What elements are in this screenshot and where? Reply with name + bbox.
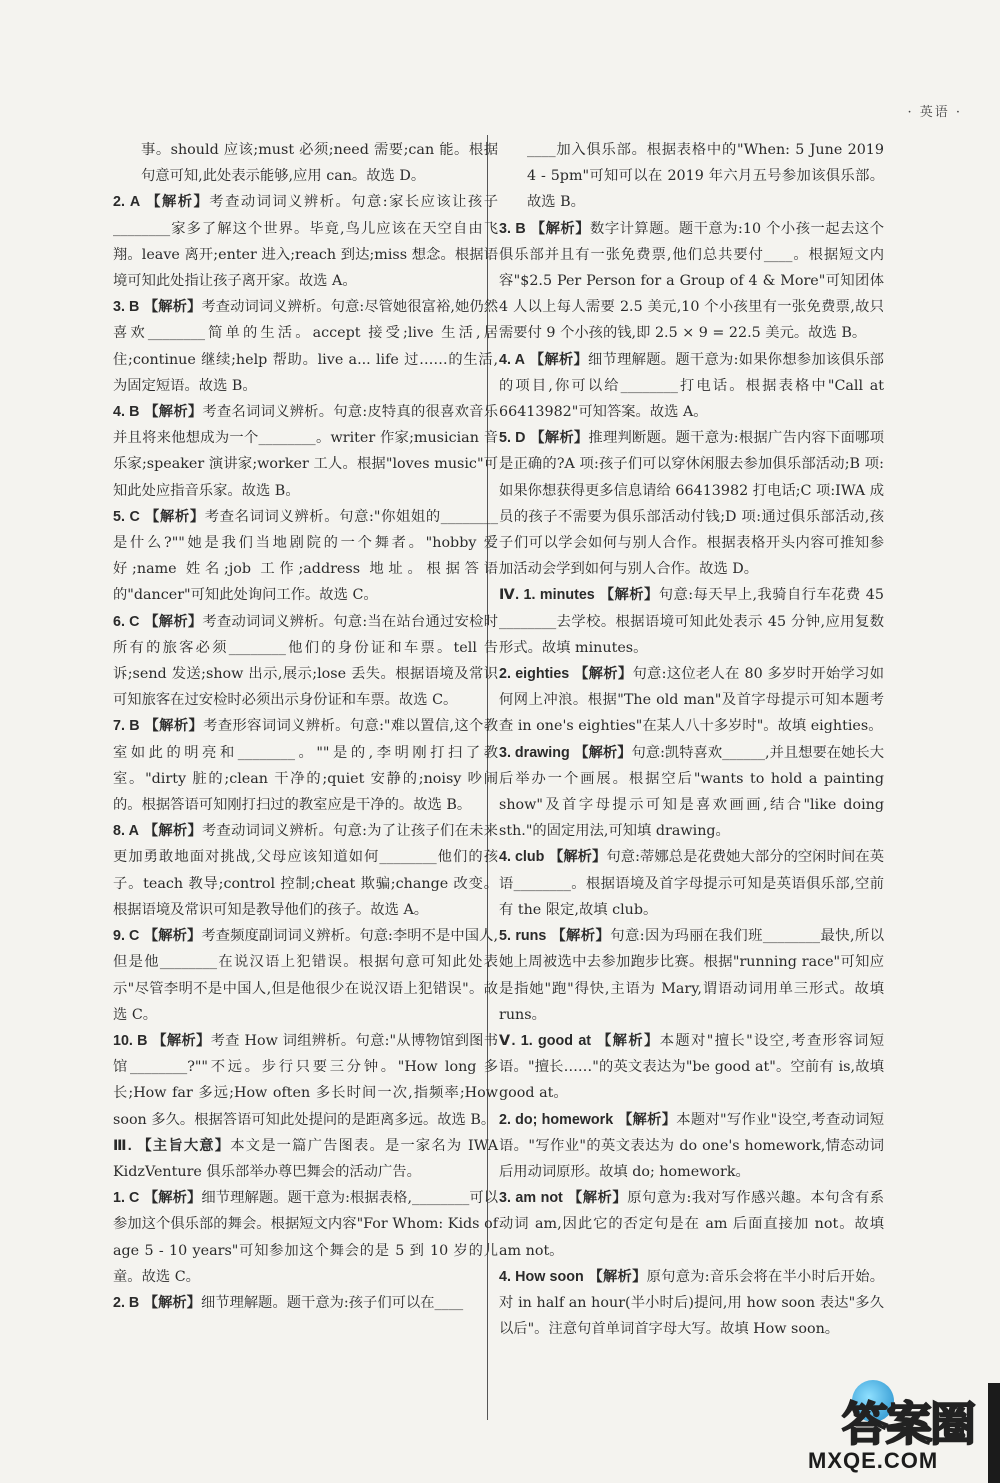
answer-text: 推理判断题。题干意为:根据广告内容下面哪项是正确的?A 项:孩子们可以穿休闲服去参加俱乐部活动;B 项:如果你想获得更多信息请给 66413982 打电话;C 项:IWA 成员的孩子不需要为俱乐部活动付钱;D 项:通过俱乐部活动,孩子们可以学会如何与别人合作。根据表格开头内容可推知参加活动会学到如何与别人合作。故选 D。 xyxy=(499,430,884,578)
analysis-tag: 【解析】 xyxy=(145,508,205,525)
answer-item xyxy=(499,347,884,426)
answer-item xyxy=(113,294,498,399)
analysis-tag: 【解析】 xyxy=(548,849,607,866)
analysis-tag: 【解析】 xyxy=(588,1268,647,1285)
analysis-tag: 【解析】 xyxy=(143,1294,201,1311)
answer-item xyxy=(113,137,498,189)
analysis-tag: 【解析】 xyxy=(146,194,210,211)
analysis-tag: 【解析】 xyxy=(567,1190,628,1207)
analysis-tag: 【解析】 xyxy=(551,928,611,945)
answer-text: 考查动词词义辨析。句意:家长应该让孩子________家多了解这个世界。毕竟,鸟儿应该在天空自由飞翔。leave 离开;enter 进入;reach 到达;miss 想念。根据语境可知此处指让孩子离开家。故选 A。 xyxy=(113,194,498,290)
answer-text: 句意:因为玛丽在我们班________最快,所以她上周被选中去参加跑步比赛。根据"running race"可知应是指她"跑"得快,主语为 Mary,谓语动词用单三形式。故填 runs。 xyxy=(499,928,884,1023)
answer-text: 考查形容词词义辨析。句意:"难以置信,这个教室如此的明亮和________。""是的,李明刚打扫了教室。"dirty 脏的;clean 干净的;quiet 安静的;noisy 吵闹的。根据答语可知刚打扫过的教室应是干净的。故选 B。 xyxy=(113,718,499,814)
answer-number: 8. A xyxy=(113,823,139,840)
answer-text: 原句意为:我对写作感兴趣。本句含有系动词 am,因此它的否定句是在 am 后面直接加 not。故填 am not。 xyxy=(499,1190,884,1259)
answer-number: 4. How soon xyxy=(499,1268,584,1285)
answer-item xyxy=(113,1133,498,1185)
answer-number: 3. drawing xyxy=(499,744,570,761)
answer-number: Ⅲ. xyxy=(113,1137,132,1154)
answer-text: 本题对"写作业"设空,考查动词短语。"写作业"的英文表达为 do one's homework,情态动词后用动词原形。故填 do; homework。 xyxy=(499,1111,885,1180)
analysis-tag: 【解析】 xyxy=(617,1111,677,1128)
answer-number: Ⅳ. 1. minutes xyxy=(499,587,595,604)
answer-item xyxy=(113,609,498,714)
answer-text: 句意:蒂娜总是花费她大部分的空闲时间在英语________。根据语境及首字母提示可知是英语俱乐部,空前有 the 限定,故填 club。 xyxy=(499,849,885,918)
answer-item xyxy=(113,713,498,818)
analysis-tag: 【解析】 xyxy=(143,928,202,945)
analysis-tag: 【解析】 xyxy=(152,1032,211,1049)
answer-number: 2. do; homework xyxy=(499,1111,614,1128)
analysis-tag: 【解析】 xyxy=(143,823,202,840)
analysis-tag: 【解析】 xyxy=(143,1190,202,1207)
answer-number: 5. C xyxy=(113,508,140,525)
answer-item xyxy=(113,1185,498,1290)
answer-text: 句意:凯特喜欢______,并且想要在她长大后举办一个画展。根据空后"wants to hold a painting show"及首字母提示可知是喜欢画画,结合"like doing sth."的固定用法,可知填 drawing。 xyxy=(499,744,885,840)
answer-text: 本文是一篇广告图表。是一家名为 IWA KidzVenture 俱乐部举办尊巴舞会的活动广告。 xyxy=(113,1137,499,1180)
answer-item xyxy=(113,399,498,504)
analysis-tag: 【解析】 xyxy=(599,587,659,604)
answer-number: 10. B xyxy=(113,1032,148,1049)
answer-number: 9. C xyxy=(113,928,140,945)
answer-item xyxy=(499,1264,884,1343)
watermark-logo-text: 答案圈 xyxy=(842,1397,974,1451)
answer-text: 原句意为:音乐会将在半小时后开始。对 in half an hour(半小时后)提问,用 how soon 表达"多久以后"。注意句首单词首字母大写。故填 How soon。 xyxy=(499,1268,885,1338)
watermark-url: MXQE.COM xyxy=(808,1448,939,1473)
left-column xyxy=(113,137,498,1316)
answer-item xyxy=(113,1290,498,1316)
answer-number: 7. B xyxy=(113,718,140,735)
answer-text: 考查名词词义辨析。句意:皮特真的很喜欢音乐并且将来他想成为一个________。writer 作家;musician 音乐家;speaker 演讲家;worker 工人。根据"loves music"可知此处应指音乐家。故选 B。 xyxy=(113,404,498,499)
analysis-tag: 【解析】 xyxy=(144,613,203,630)
answer-item xyxy=(499,137,884,216)
analysis-tag: 【解析】 xyxy=(144,718,204,735)
answer-item xyxy=(499,1107,884,1186)
answer-number: 4. club xyxy=(499,849,545,866)
analysis-tag: 【解析】 xyxy=(529,351,588,368)
answer-item xyxy=(499,740,884,845)
page-edge-bar xyxy=(988,1383,1000,1483)
answer-item xyxy=(113,1028,498,1133)
answer-text: 句意:这位老人在 80 多岁时开始学习如何网上冲浪。根据"The old man"及首字母提示可知本题考查 in one's eighties"在某人八十多岁时"。故填 eighties。 xyxy=(499,666,884,735)
answer-text: 考查动词词义辨析。句意:尽管她很富裕,她仍然喜欢________简单的生活。accept 接受;live 生活,居住;continue 继续;help 帮助。live a... life 过……的生活,为固定短语。故选 B。 xyxy=(113,299,499,394)
answer-item xyxy=(499,923,884,1028)
answer-item xyxy=(499,216,884,347)
answer-text: 考查频度副词词义辨析。句意:李明不是中国人,但是他________在说汉语上犯错误。根据句意可知此处表示"尽管李明不是中国人,但是他很少在说汉语上犯错误"。故选 C。 xyxy=(113,928,499,1023)
answer-number: 3. am not xyxy=(499,1190,563,1207)
answer-text: 句意:每天早上,我骑自行车花费 45 ________去学校。根据语境可知此处表示 45 分钟,应用复数形式。故填 minutes。 xyxy=(499,587,884,656)
answer-number: 2. A xyxy=(113,194,141,211)
answer-item xyxy=(499,1028,884,1107)
answer-text: ____加入俱乐部。根据表格中的"When: 5 June 2019 4 - 5pm"可知可以在 2019 年六月五号参加该俱乐部。故选 B。 xyxy=(527,142,884,211)
answer-text: 考查 How 词组辨析。句意:"从博物馆到图书馆________?""不远。步行只要三分钟。"How long 多长;How far 多远;How often 多长时间一次,指频率;How soon 多久。根据答语可知此处提问的是距离多远。故选 B。 xyxy=(113,1032,499,1128)
answer-text: 考查名词词义辨析。句意:"你姐姐的________是什么?""她是我们当地剧院的一个舞者。"hobby 爱好;name 姓名;job 工作;address 地址。根据答语的"dancer"可知此处询问工作。故选 C。 xyxy=(113,508,498,604)
right-column xyxy=(499,137,884,1342)
answer-number: 2. eighties xyxy=(499,666,570,683)
answer-number: 6. C xyxy=(113,613,140,630)
analysis-tag: 【解析】 xyxy=(143,299,202,316)
answer-number: 3. B xyxy=(499,220,526,237)
answer-number: Ⅴ. 1. good at xyxy=(499,1032,592,1049)
answer-number: 2. B xyxy=(113,1294,140,1311)
analysis-tag: 【解析】 xyxy=(574,744,632,761)
answer-number: 5. runs xyxy=(499,928,547,945)
answer-text: 本题对"擅长"设空,考查形容词短语。"擅长……"的英文表达为"be good at"。空前有 is,故填 good at。 xyxy=(499,1032,885,1102)
analysis-tag: 【解析】 xyxy=(597,1032,660,1049)
answer-number: 5. D xyxy=(499,430,526,447)
answer-item xyxy=(113,189,498,294)
analysis-tag: 【解析】 xyxy=(530,220,591,237)
answer-item xyxy=(113,923,498,1028)
analysis-tag: 【解析】 xyxy=(574,666,633,683)
answer-text: 事。should 应该;must 必须;need 需要;can 能。根据句意可知,此处表示能够,应用 can。故选 D。 xyxy=(141,142,498,185)
answer-item xyxy=(499,582,884,661)
analysis-tag: 【解析】 xyxy=(144,404,203,421)
answer-number: 4. B xyxy=(113,404,140,421)
answer-text: 细节理解题。题干意为:如果你想参加该俱乐部的项目,你可以给________打电话。根据表格中"Call at 66413982"可知答案。故选 A。 xyxy=(499,351,884,421)
answer-number: 3. B xyxy=(113,299,140,316)
answer-text: 考查动词词义辨析。句意:为了让孩子们在未来更加勇敢地面对挑战,父母应该知道如何________他们的孩子。teach 教导;control 控制;cheat 欺骗;change 改变。根据语境及常识可知是教导他们的孩子。故选 A。 xyxy=(113,823,498,918)
answer-text: 考查动词词义辨析。句意:当在站台通过安检时所有的旅客必须________他们的身份证和车票。tell 告诉;send 发送;show 出示,展示;lose 丢失。根据语境及常识可知旅客在过安检时必须出示身份证和车票。故选 C。 xyxy=(113,613,498,709)
analysis-tag: 【解析】 xyxy=(530,430,589,447)
answer-item xyxy=(499,844,884,923)
answer-item xyxy=(499,425,884,582)
answer-text: 数字计算题。题干意为:10 个小孩一起去这个俱乐部并且有一张免费票,他们总共要付____。根据短文内容"$2.5 Per Person for a Group of 4 & More"可知团体 4 人以上每人需要 2.5 美元,10 个小孩里有一张免费票,故只需要付 9 个小孩的钱,即 2.5 × 9 = 22.5 美元。故选 B。 xyxy=(499,220,885,342)
answer-text: 细节理解题。题干意为:孩子们可以在____ xyxy=(200,1294,464,1311)
answer-item xyxy=(113,504,498,609)
answer-item xyxy=(113,818,498,923)
answer-number: 4. A xyxy=(499,351,525,368)
answer-text: 细节理解题。题干意为:根据表格,________可以参加这个俱乐部的舞会。根据短文内容"For Whom: Kids of age 5 - 10 years"可知参加这个舞会的是 5 到 10 岁的儿童。故选 C。 xyxy=(113,1190,498,1285)
answer-item xyxy=(499,1185,884,1264)
answer-number: 1. C xyxy=(113,1190,140,1207)
answer-item xyxy=(499,661,884,740)
subject-header: · 英语 · xyxy=(907,105,962,120)
analysis-tag: 【主旨大意】 xyxy=(137,1137,231,1154)
